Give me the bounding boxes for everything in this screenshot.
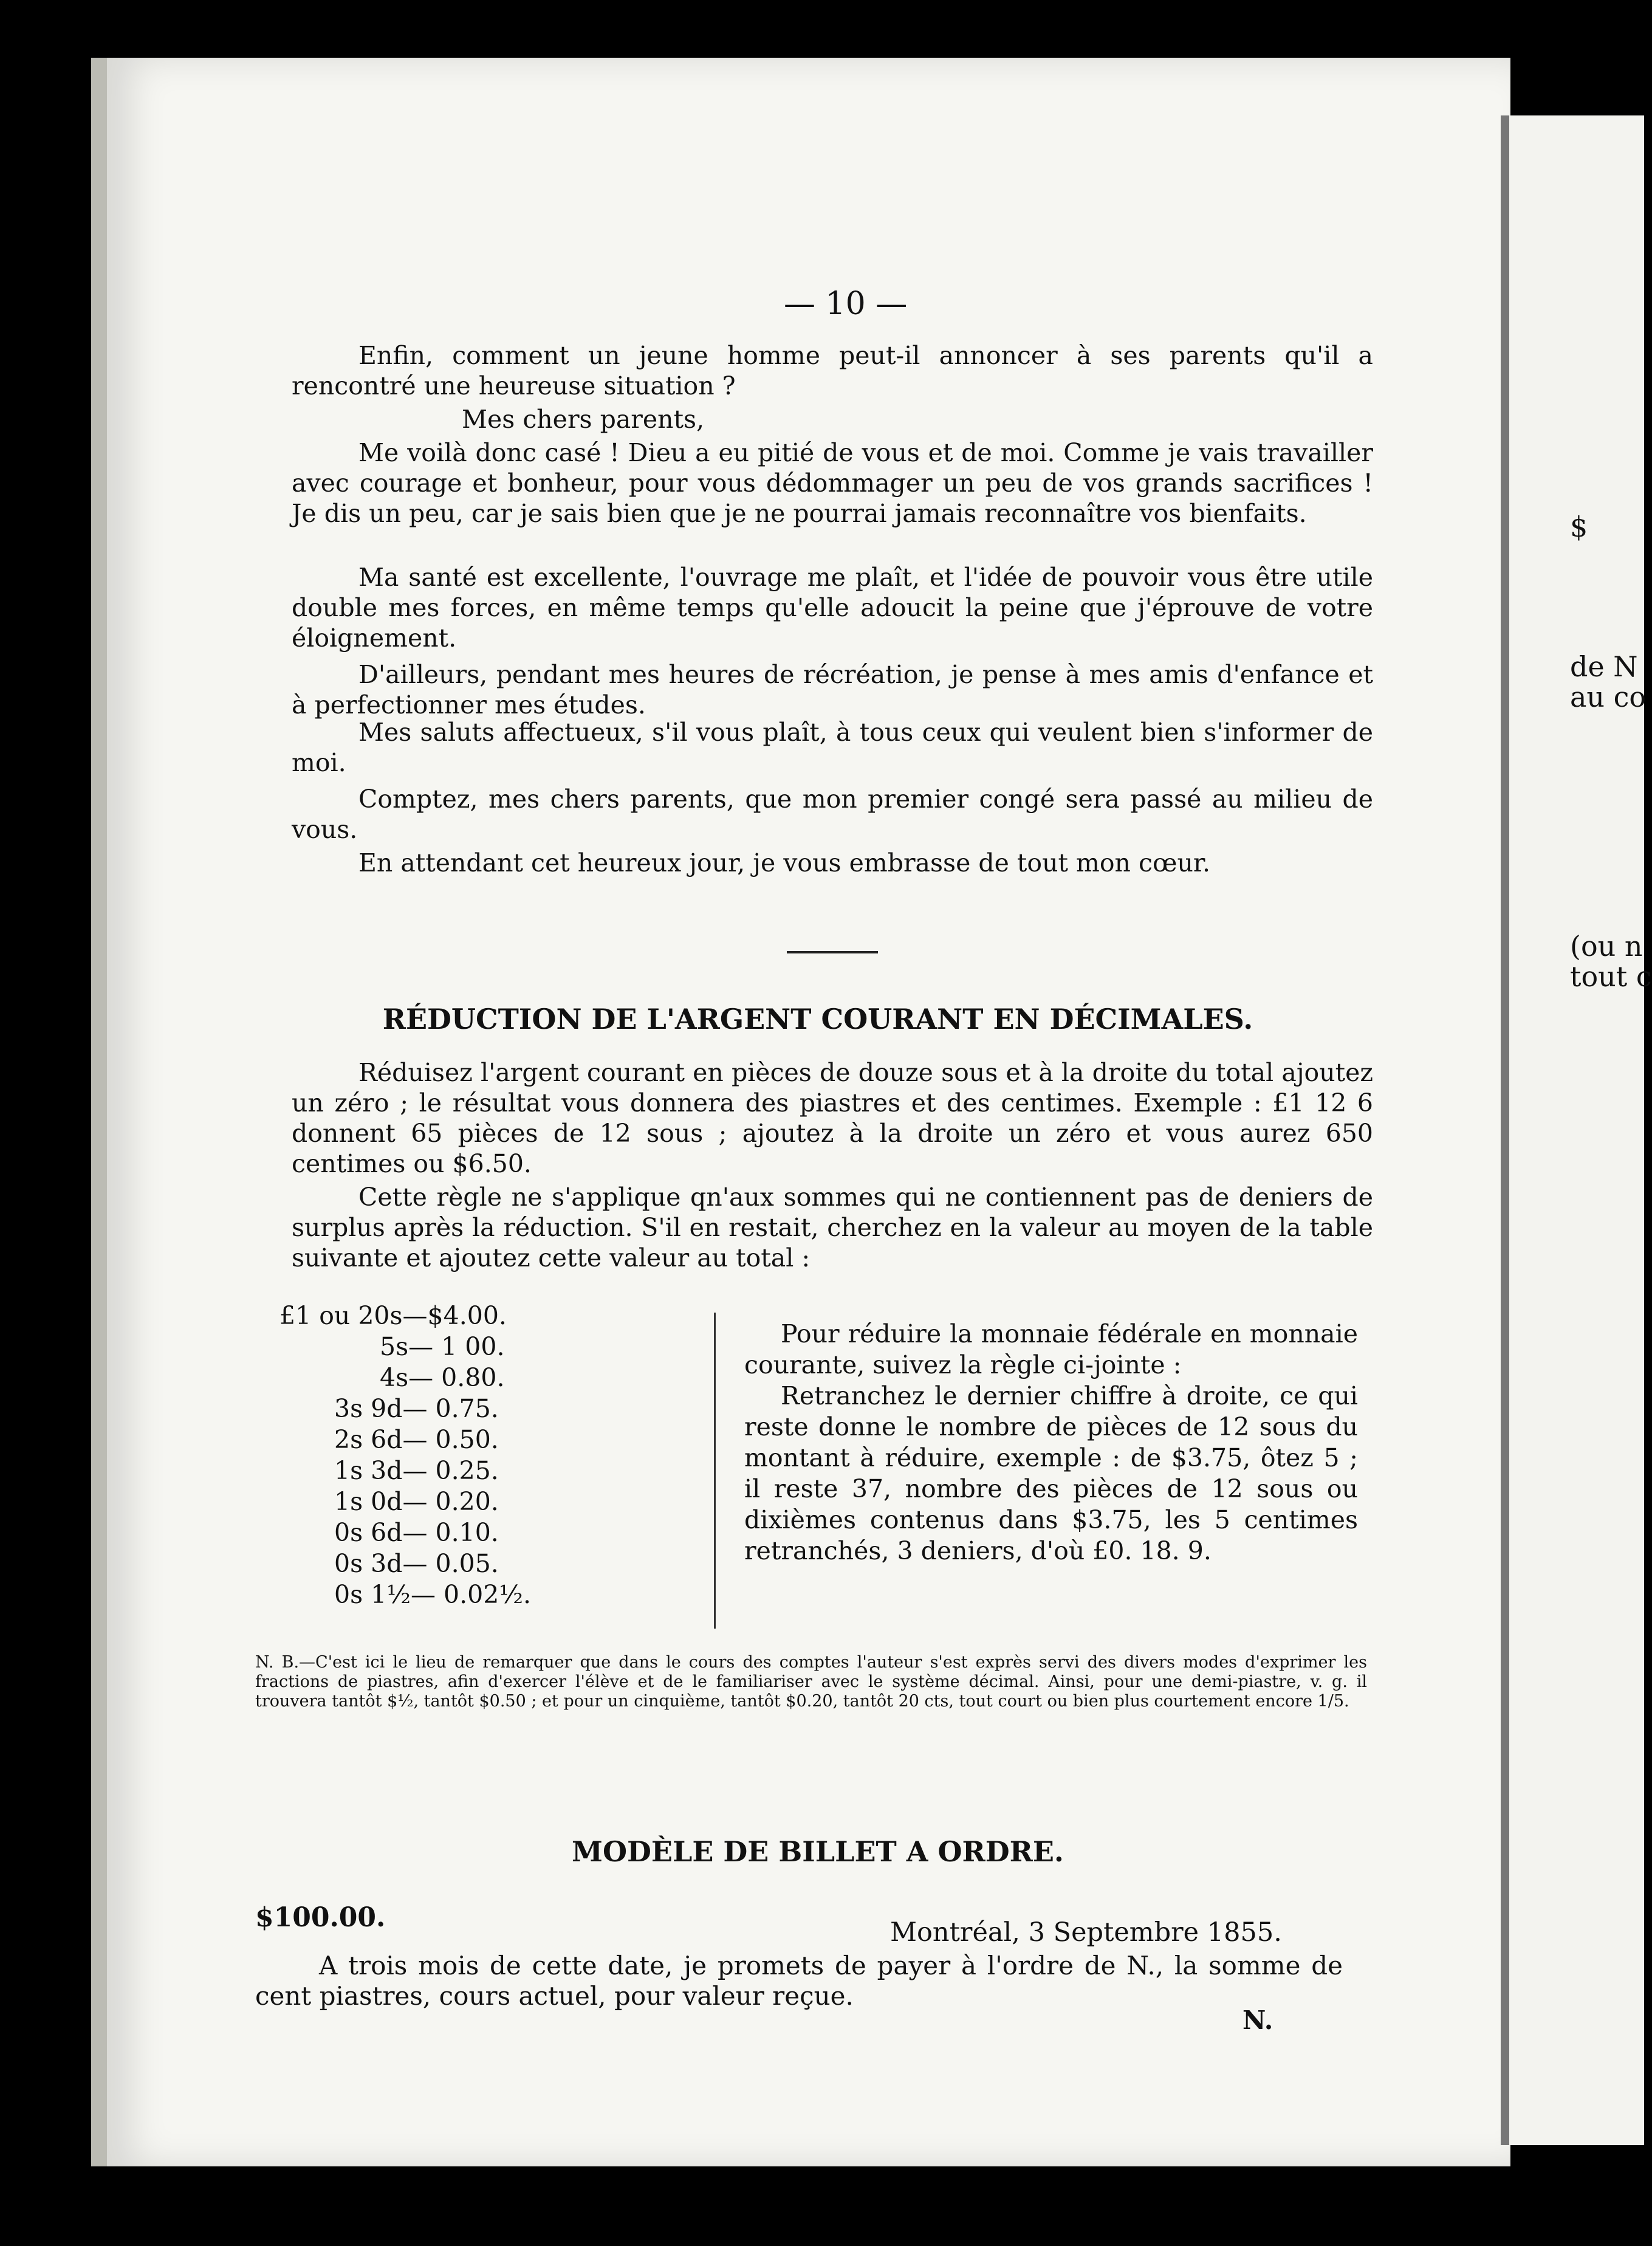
letter-intro: Enfin, comment un jeune homme peut-il annoncer à ses parents qu'il a rencontré une heureuse situation ? — [292, 341, 1373, 400]
section-paragraph: Réduisez l'argent courant en pièces de douze sous et à la droite du total ajoutez un zéro ; le résultat vous donnera des piastres et des centimes. Exemple : £1 12 6 donnent 65 pièces de 12 sous ; ajoutez à la droite un zéro et vous aurez 650 centimes ou $6.50. — [292, 1058, 1373, 1178]
section-divider — [787, 951, 878, 953]
table-row: £1 ou 20s—$4.00. — [279, 1301, 507, 1330]
conversion-table — [279, 1300, 531, 1610]
table-row: 0s 6d— 0.10. — [334, 1518, 499, 1547]
footnote: N. B.—C'est ici le lieu de remarquer que dans le cours des comptes l'auteur s'est exprès servi des divers modes d'exprimer les fractions de piastres, afin d'exercer l'élève et de le familiariser avec le système décimal. Ainsi, pour une demi-piastre, v. g. il trouvera tantôt $½, tantôt $0.50 ; et pour un cinquième, tantôt $0.20, tantôt 20 cts, tout court ou bien plus courtement encore 1/5. — [255, 1653, 1367, 1711]
billet-date: Montréal, 3 Septembre 1855. — [890, 1917, 1282, 1948]
billet-amount: $100.00. — [255, 1902, 386, 1933]
letter-paragraph: D'ailleurs, pendant mes heures de récréation, je pense à mes amis d'enfance et à perfectionner mes études. — [292, 660, 1373, 719]
table-row: 4s— 0.80. — [380, 1363, 505, 1392]
facing-fragment: au co — [1570, 681, 1647, 713]
letter-paragraph: Mes saluts affectueux, s'il vous plaît, à tous ceux qui veulent bien s'informer de moi. — [292, 718, 1373, 777]
letter-salutation: Mes chers parents, — [462, 405, 705, 434]
letter-paragraph: Comptez, mes chers parents, que mon premier congé sera passé au milieu de vous. — [292, 785, 1373, 844]
facing-fragment: tout c — [1570, 960, 1652, 993]
section-paragraph: Cette règle ne s'applique qn'aux sommes qui ne contiennent pas de deniers de surplus après la réduction. S'il en restait, cherchez en la valeur au moyen de la table suivante et ajoutez cette valeur au total : — [292, 1183, 1373, 1272]
letter-paragraph: Ma santé est excellente, l'ouvrage me plaît, et l'idée de pouvoir vous être utile double mes forces, en même temps qu'elle adoucit la peine que j'éprouve de votre éloignement. — [292, 563, 1373, 653]
facing-fragment: $ — [1570, 510, 1588, 543]
column-divider — [714, 1313, 716, 1629]
federal-conversion-rule — [744, 1319, 1358, 1567]
billet-signature: N. — [1242, 2005, 1273, 2035]
table-row: 2s 6d— 0.50. — [334, 1425, 499, 1454]
table-row: 0s 1½— 0.02½. — [334, 1580, 532, 1609]
table-row: 0s 3d— 0.05. — [334, 1549, 499, 1578]
letter-paragraph: Me voilà donc casé ! Dieu a eu pitié de vous et de moi. Comme je vais travailler avec courage et bonheur, pour vous dédommager un peu de vos grands sacrifices ! Je dis un peu, car je sais bien que je ne pourrai jamais reconnaître vos bienfaits. — [292, 438, 1373, 528]
billet-text: A trois mois de cette date, je promets de payer à l'ordre de N., la somme de cent piastres, cours actuel, pour valeur reçue. — [255, 1951, 1343, 2011]
facing-fragment: de N — [1570, 650, 1638, 683]
rule-paragraph: Retranchez le dernier chiffre à droite, ce qui reste donne le nombre de pièces de 12 sous du montant à réduire, exemple : de $3.75, ôtez 5 ; il reste 37, nombre des pièces de 12 sous ou dixièmes contenus dans $3.75, les 5 centimes retranchés, 3 deniers, d'où £0. 18. 9. — [744, 1381, 1358, 1565]
section-title: RÉDUCTION DE L'ARGENT COURANT EN DÉCIMALES. — [382, 1003, 1253, 1035]
table-row: 1s 0d— 0.20. — [334, 1487, 499, 1516]
page-number: — 10 — — [784, 286, 908, 322]
facing-fragment: (ou n — [1570, 930, 1643, 963]
section-title: MODÈLE DE BILLET A ORDRE. — [572, 1835, 1064, 1868]
table-row: 5s— 1 00. — [380, 1332, 505, 1361]
table-row: 1s 3d— 0.25. — [334, 1456, 499, 1485]
letter-paragraph: En attendant cet heureux jour, je vous embrasse de tout mon cœur. — [358, 848, 1211, 877]
table-row: 3s 9d— 0.75. — [334, 1394, 499, 1423]
rule-paragraph: Pour réduire la monnaie fédérale en monnaie courante, suivez la règle ci-jointe : — [744, 1319, 1358, 1379]
